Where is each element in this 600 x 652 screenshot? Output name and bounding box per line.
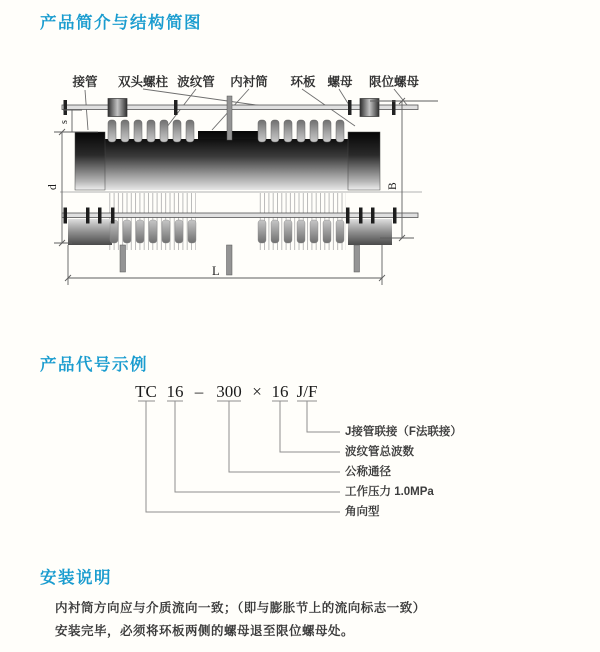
- main-body: [103, 139, 353, 190]
- dim-s-label: s: [59, 120, 70, 124]
- section-title-install: 安装说明: [40, 569, 112, 587]
- part-label-nut: 螺母: [327, 75, 353, 89]
- center-stud-upper: [227, 96, 232, 140]
- lower-half: [68, 219, 392, 245]
- lower-right-flange: [348, 219, 392, 245]
- code-token-waves: 16: [271, 382, 289, 401]
- part-label-limit-nut: 限位螺母: [368, 75, 420, 89]
- callout-pressure: 工作压力 1.0MPa: [345, 486, 434, 498]
- limit-nut-shape: [392, 100, 396, 115]
- part-label-liner: 内衬筒: [230, 75, 268, 89]
- part-label-pipe: 接管: [72, 75, 98, 89]
- dimension-l: [65, 245, 385, 285]
- code-token-diameter: 300: [216, 382, 242, 401]
- callout-connection: J接管联接（F法联接）: [345, 426, 462, 438]
- lower-left-flange: [68, 219, 112, 245]
- part-label-bellows: 波纹管: [177, 75, 215, 89]
- callout-wave-count: 波纹管总波数: [345, 446, 414, 458]
- callout-angular-type: 角向型: [345, 506, 380, 518]
- dim-b-label: B: [387, 182, 399, 190]
- install-instruction-1: 内衬筒方向应与介质流向一致；（即与膨胀节上的流向标志一致）: [55, 601, 426, 615]
- callout-diameter: 公称通径: [345, 466, 391, 478]
- code-token-pressure: 16: [166, 382, 184, 401]
- code-token-dash: –: [194, 382, 204, 401]
- left-pipe-end: [75, 132, 105, 190]
- leader-lines: [85, 89, 407, 132]
- dim-l-label: L: [212, 264, 220, 278]
- code-token-conn: J/F: [296, 382, 318, 401]
- code-token-type: TC: [135, 382, 157, 401]
- install-instruction-2: 安装完毕，必须将环板两侧的螺母退至限位螺母处。: [55, 624, 355, 638]
- right-pipe-end: [348, 132, 380, 190]
- section-title-intro: 产品简介与结构简图: [40, 14, 202, 32]
- dimension-s: [54, 110, 98, 132]
- expansion-joint-diagram: [40, 62, 470, 305]
- lower-tie-rod: [62, 213, 418, 218]
- section-title-code: 产品代号示例: [40, 356, 148, 374]
- part-labels: [71, 74, 419, 89]
- part-label-ring-plate: 环板: [290, 75, 316, 89]
- dim-d-label: d: [47, 184, 59, 190]
- code-token-times: ×: [252, 382, 262, 401]
- part-label-stud: 双头螺柱: [117, 75, 169, 89]
- code-callout-lines: [0, 398, 600, 528]
